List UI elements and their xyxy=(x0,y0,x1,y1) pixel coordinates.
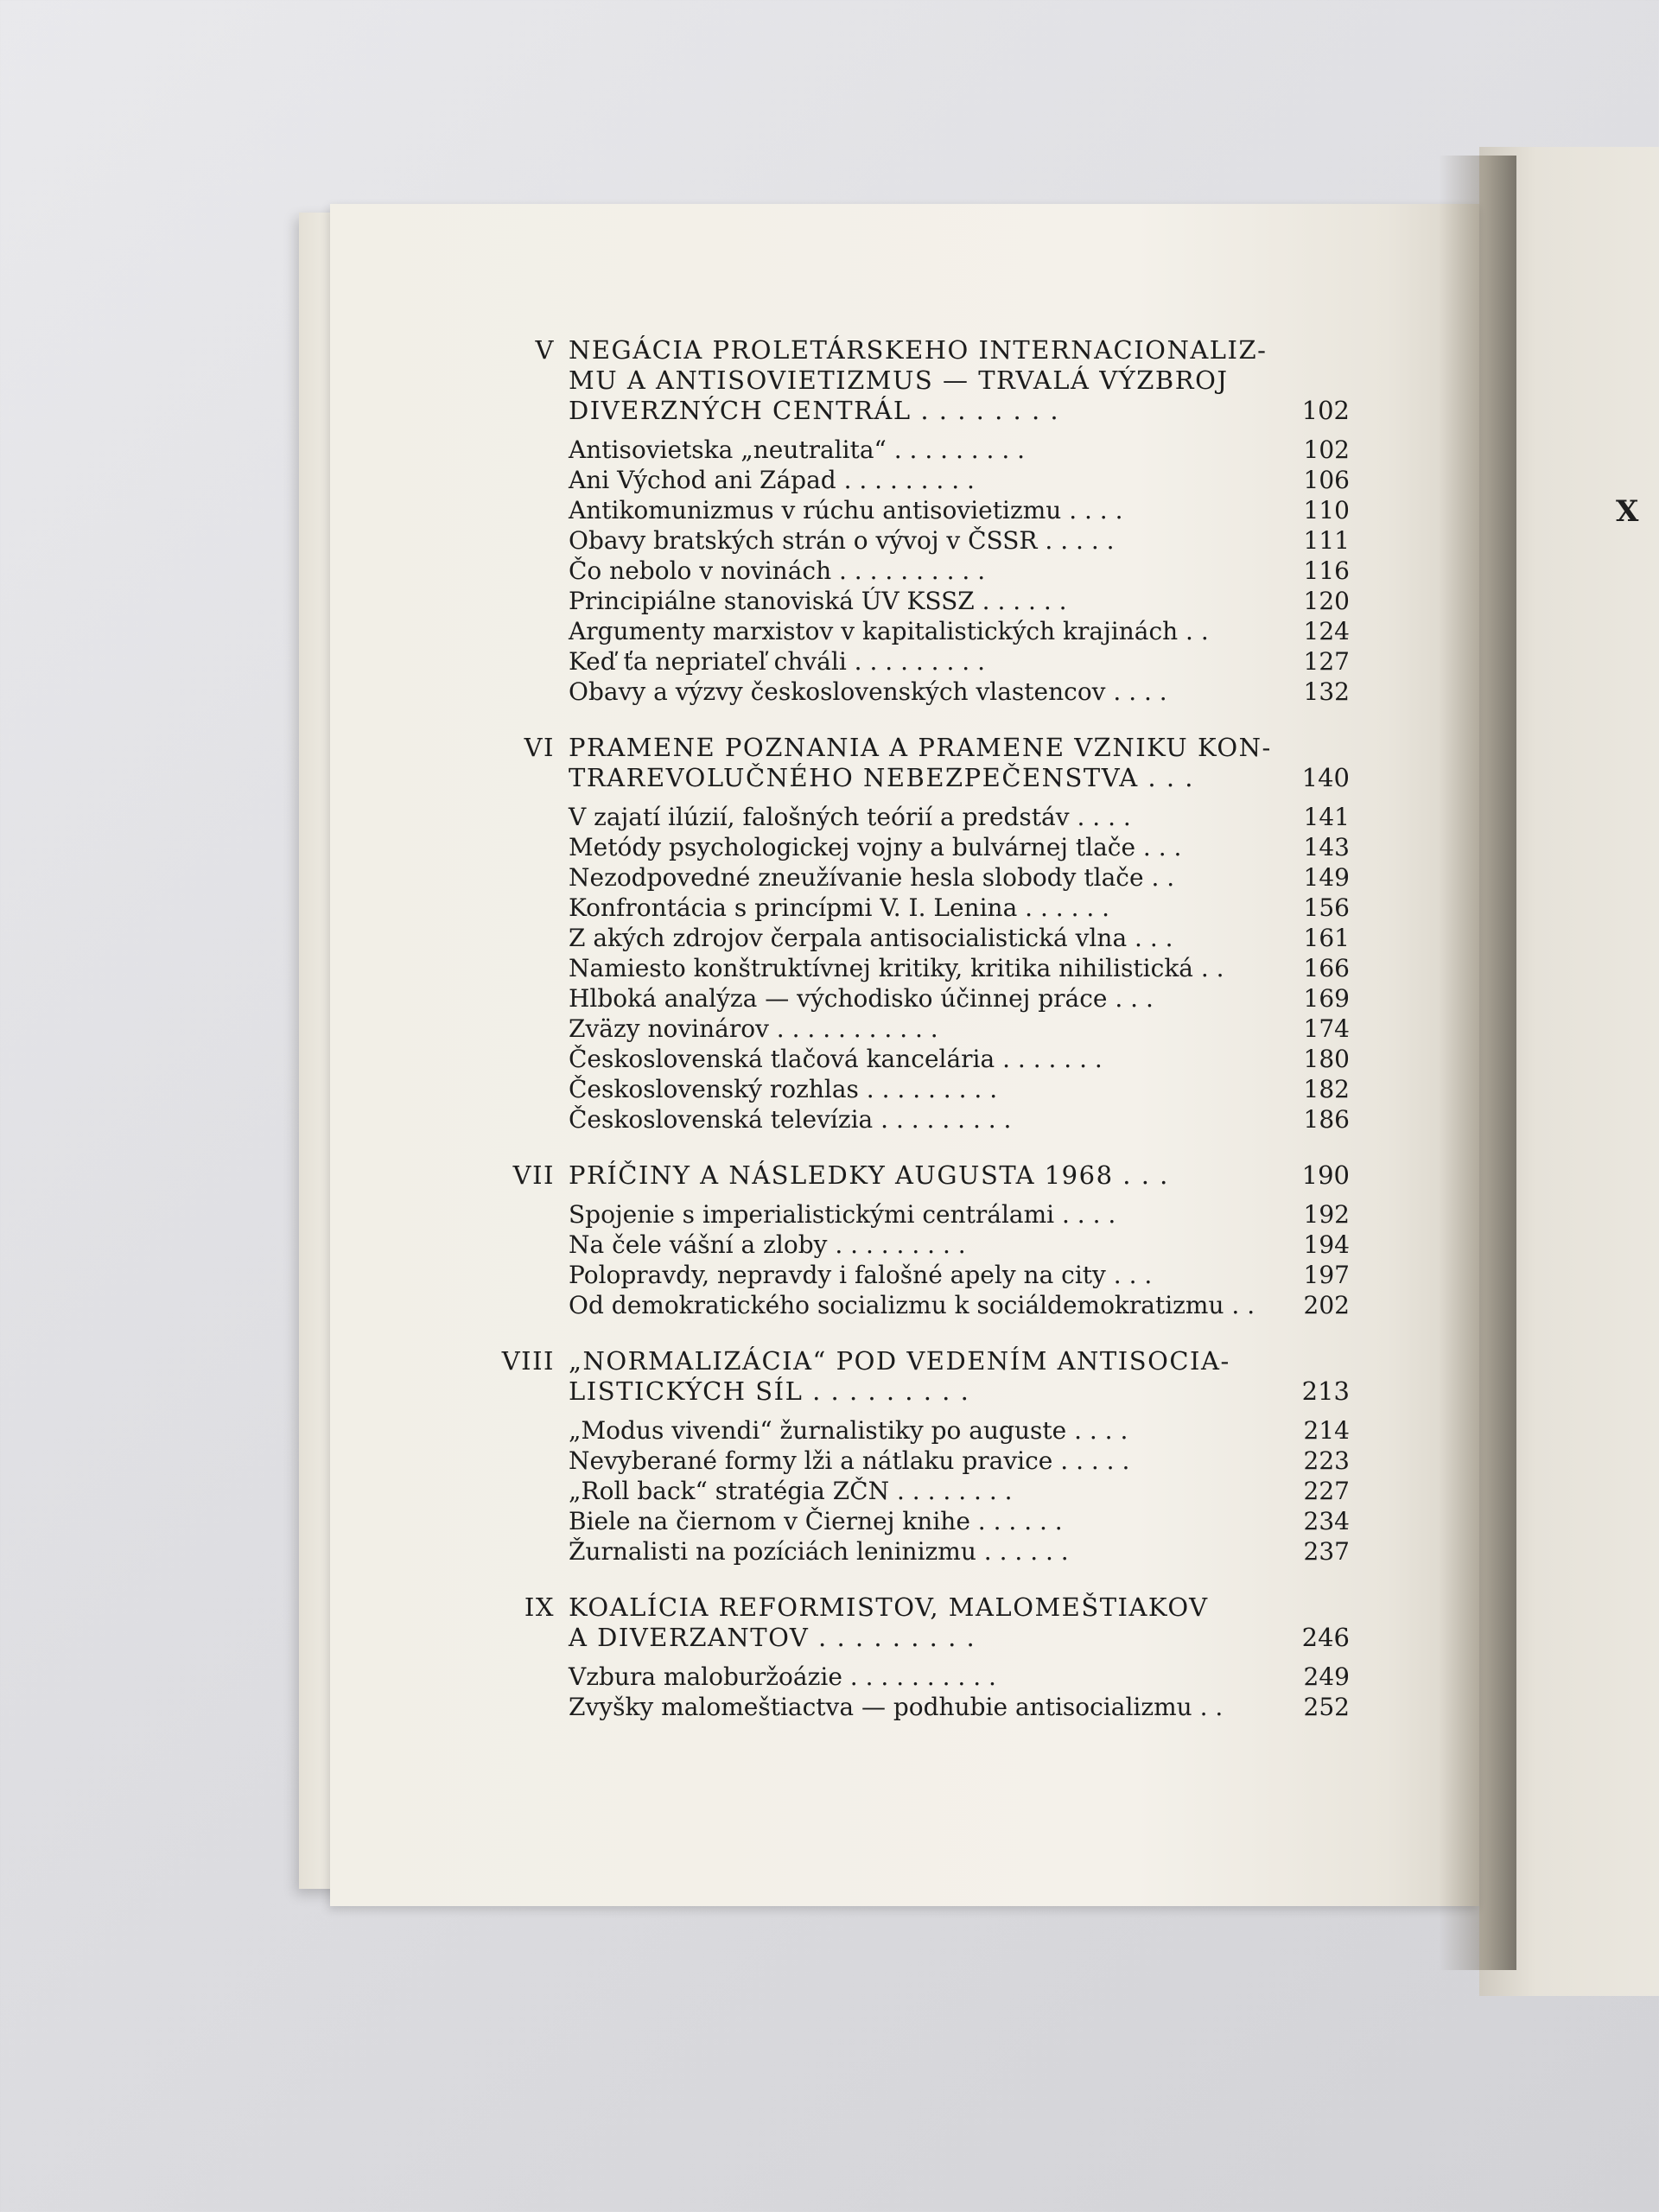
toc-entry xyxy=(467,893,1350,923)
toc-entry xyxy=(467,1446,1350,1476)
entry-title: „Roll back“ stratégia ZČN . . . . . . . . xyxy=(569,1477,1013,1505)
toc-entry xyxy=(467,525,1350,556)
chapter-number: VII xyxy=(512,1160,555,1190)
entry-title: Antisovietska „neutralita“ . . . . . . . . . xyxy=(569,435,1026,464)
chapter-page-number: 140 xyxy=(1301,763,1350,792)
entry-title: Namiesto konštruktívnej kritiky, kritika nihilistická . . xyxy=(569,954,1224,982)
toc-entry xyxy=(467,1230,1350,1260)
toc-chapter xyxy=(467,1592,1350,1722)
entry-page-number: 161 xyxy=(1303,924,1350,952)
entry-title: Zvyšky malomeštiactva — podhubie antisocializmu . . xyxy=(569,1693,1224,1721)
toc-entry xyxy=(467,1199,1350,1230)
entry-page-number: 249 xyxy=(1303,1662,1350,1691)
chapter-entries xyxy=(467,1662,1350,1722)
entry-title: Hlboká analýza — východisko účinnej práce . . . xyxy=(569,984,1154,1013)
entry-page-number: 110 xyxy=(1303,496,1350,524)
toc-entry xyxy=(467,646,1350,677)
chapter-page-number: 213 xyxy=(1301,1376,1350,1406)
chapter-title-text: „NORMALIZÁCIA“ POD VEDENÍM ANTISOCIA- xyxy=(569,1346,1230,1376)
toc-entry xyxy=(467,923,1350,953)
toc-entry xyxy=(467,465,1350,495)
entry-page-number: 227 xyxy=(1303,1477,1350,1505)
toc-entry xyxy=(467,1415,1350,1446)
chapter-title-line xyxy=(467,1592,1350,1623)
chapter-number: IX xyxy=(524,1592,555,1622)
chapter-entries xyxy=(467,1415,1350,1567)
toc-entry xyxy=(467,1014,1350,1044)
toc-entry xyxy=(467,1074,1350,1104)
chapter-title-line xyxy=(467,733,1350,763)
chapter-title-line xyxy=(467,763,1350,793)
entry-title: Polopravdy, nepravdy i falošné apely na city . . . xyxy=(569,1261,1153,1289)
entry-title: Spojenie s imperialistickými centrálami . . . . xyxy=(569,1200,1116,1229)
chapter-entries xyxy=(467,802,1350,1135)
chapter-title-line xyxy=(467,1160,1350,1191)
chapter-page-number: 246 xyxy=(1301,1623,1350,1652)
toc-entry xyxy=(467,1662,1350,1692)
entry-title: Československá televízia . . . . . . . . . xyxy=(569,1105,1012,1134)
entry-page-number: 180 xyxy=(1303,1045,1350,1073)
entry-title: Čo nebolo v novinách . . . . . . . . . . xyxy=(569,556,986,585)
toc-entry xyxy=(467,1104,1350,1135)
chapter-title-text: DIVERZNÝCH CENTRÁL . . . . . . . . xyxy=(569,396,1060,425)
toc-entry xyxy=(467,953,1350,983)
entry-page-number: 214 xyxy=(1303,1416,1350,1445)
entry-title: Československý rozhlas . . . . . . . . . xyxy=(569,1075,998,1103)
toc-entry xyxy=(467,1536,1350,1567)
chapter-title-line xyxy=(467,335,1350,365)
entry-page-number: 202 xyxy=(1303,1291,1350,1319)
chapter-title-text: LISTICKÝCH SÍL . . . . . . . . . xyxy=(569,1376,970,1406)
entry-title: Principiálne stanoviská ÚV KSSZ . . . . . . xyxy=(569,587,1067,615)
entry-page-number: 252 xyxy=(1303,1693,1350,1721)
entry-page-number: 120 xyxy=(1303,587,1350,615)
toc-entry xyxy=(467,832,1350,862)
entry-title: Žurnalisti na pozíciách leninizmu . . . . . . xyxy=(569,1537,1069,1566)
chapter-title-line xyxy=(467,365,1350,396)
toc-entry xyxy=(467,802,1350,832)
entry-page-number: 182 xyxy=(1303,1075,1350,1103)
chapter-title-text: NEGÁCIA PROLETÁRSKEHO INTERNACIONALIZ- xyxy=(569,335,1268,365)
chapter-title-text: PRÍČINY A NÁSLEDKY AUGUSTA 1968 . . . xyxy=(569,1160,1169,1190)
toc-entry xyxy=(467,435,1350,465)
entry-page-number: 192 xyxy=(1303,1200,1350,1229)
entry-page-number: 141 xyxy=(1303,803,1350,831)
entry-page-number: 237 xyxy=(1303,1537,1350,1566)
entry-title: Obavy a výzvy československých vlastencov . . . . xyxy=(569,677,1167,706)
entry-title: Z akých zdrojov čerpala antisocialistická vlna . . . xyxy=(569,924,1173,952)
toc-entry xyxy=(467,1260,1350,1290)
entry-page-number: 143 xyxy=(1303,833,1350,861)
chapter-page-number: 102 xyxy=(1301,396,1350,425)
entry-title: Obavy bratských strán o vývoj v ČSSR . . . . . xyxy=(569,526,1115,555)
entry-page-number: 132 xyxy=(1303,677,1350,706)
entry-page-number: 223 xyxy=(1303,1446,1350,1475)
entry-title: Od demokratického socializmu k sociáldemokratizmu . . xyxy=(569,1291,1255,1319)
toc-entry xyxy=(467,1476,1350,1506)
entry-page-number: 149 xyxy=(1303,863,1350,892)
entry-title: Na čele vášní a zloby . . . . . . . . . xyxy=(569,1230,966,1259)
entry-title: Vzbura maloburžoázie . . . . . . . . . . xyxy=(569,1662,996,1691)
toc-entry xyxy=(467,556,1350,586)
entry-page-number: 194 xyxy=(1303,1230,1350,1259)
toc-entry xyxy=(467,1290,1350,1320)
entry-page-number: 197 xyxy=(1303,1261,1350,1289)
entry-page-number: 106 xyxy=(1303,466,1350,494)
entry-page-number: 234 xyxy=(1303,1507,1350,1535)
toc-entry xyxy=(467,1506,1350,1536)
entry-page-number: 166 xyxy=(1303,954,1350,982)
toc-entry xyxy=(467,862,1350,893)
entry-title: Keď ťa nepriateľ chváli . . . . . . . . . xyxy=(569,647,985,676)
right-page-letter: X xyxy=(1616,494,1639,529)
entry-title: Argumenty marxistov v kapitalistických krajinách . . xyxy=(569,617,1209,645)
chapter-title-line xyxy=(467,396,1350,426)
chapter-page-number: 190 xyxy=(1301,1160,1350,1190)
toc-entry xyxy=(467,677,1350,707)
entry-page-number: 102 xyxy=(1303,435,1350,464)
toc-entry xyxy=(467,983,1350,1014)
entry-page-number: 111 xyxy=(1303,526,1350,555)
chapter-title-line xyxy=(467,1376,1350,1407)
entry-title: Československá tlačová kancelária . . . . . . . xyxy=(569,1045,1103,1073)
toc-entry xyxy=(467,586,1350,616)
entry-title: Zväzy novinárov . . . . . . . . . . . xyxy=(569,1014,938,1043)
book-gutter-shadow xyxy=(1439,156,1516,1970)
chapter-title-text: PRAMENE POZNANIA A PRAMENE VZNIKU KON- xyxy=(569,733,1272,762)
toc-chapter xyxy=(467,1346,1350,1567)
entry-page-number: 116 xyxy=(1303,556,1350,585)
entry-title: „Modus vivendi“ žurnalistiky po auguste . . . . xyxy=(569,1416,1128,1445)
entry-title: Nevyberané formy lži a nátlaku pravice . . . . . xyxy=(569,1446,1130,1475)
toc-entry xyxy=(467,1044,1350,1074)
entry-title: Metódy psychologickej vojny a bulvárnej tlače . . . xyxy=(569,833,1182,861)
chapter-title-line xyxy=(467,1346,1350,1376)
entry-title: Nezodpovedné zneužívanie hesla slobody tlače . . xyxy=(569,863,1175,892)
toc-chapter xyxy=(467,335,1350,707)
chapter-number: VIII xyxy=(501,1346,555,1376)
table-of-contents xyxy=(467,335,1350,1748)
toc-chapter xyxy=(467,733,1350,1135)
toc-entry xyxy=(467,1692,1350,1722)
entry-title: Ani Východ ani Západ . . . . . . . . . xyxy=(569,466,975,494)
entry-title: Antikomunizmus v rúchu antisovietizmu . . . . xyxy=(569,496,1123,524)
chapter-number: V xyxy=(535,335,555,365)
chapter-title-line xyxy=(467,1623,1350,1653)
entry-title: Konfrontácia s princípmi V. I. Lenina . . . . . . xyxy=(569,893,1110,922)
entry-page-number: 124 xyxy=(1303,617,1350,645)
toc-entry xyxy=(467,495,1350,525)
chapter-entries xyxy=(467,1199,1350,1320)
entry-page-number: 127 xyxy=(1303,647,1350,676)
toc-chapter xyxy=(467,1160,1350,1320)
entry-title: Biele na čiernom v Čiernej knihe . . . . . . xyxy=(569,1507,1063,1535)
entry-page-number: 169 xyxy=(1303,984,1350,1013)
chapter-title-text: MU A ANTISOVIETIZMUS — TRVALÁ VÝZBROJ xyxy=(569,365,1229,395)
toc-entry xyxy=(467,616,1350,646)
chapter-title-text: TRAREVOLUČNÉHO NEBEZPEČENSTVA . . . xyxy=(569,763,1194,792)
entry-page-number: 174 xyxy=(1303,1014,1350,1043)
entry-page-number: 186 xyxy=(1303,1105,1350,1134)
entry-title: V zajatí ilúzií, falošných teórií a predstáv . . . . xyxy=(569,803,1131,831)
chapter-number: VI xyxy=(524,733,555,762)
chapter-title-text: KOALÍCIA REFORMISTOV, MALOMEŠTIAKOV xyxy=(569,1592,1209,1622)
chapter-entries xyxy=(467,435,1350,707)
entry-page-number: 156 xyxy=(1303,893,1350,922)
chapter-title-text: A DIVERZANTOV . . . . . . . . . xyxy=(569,1623,976,1652)
